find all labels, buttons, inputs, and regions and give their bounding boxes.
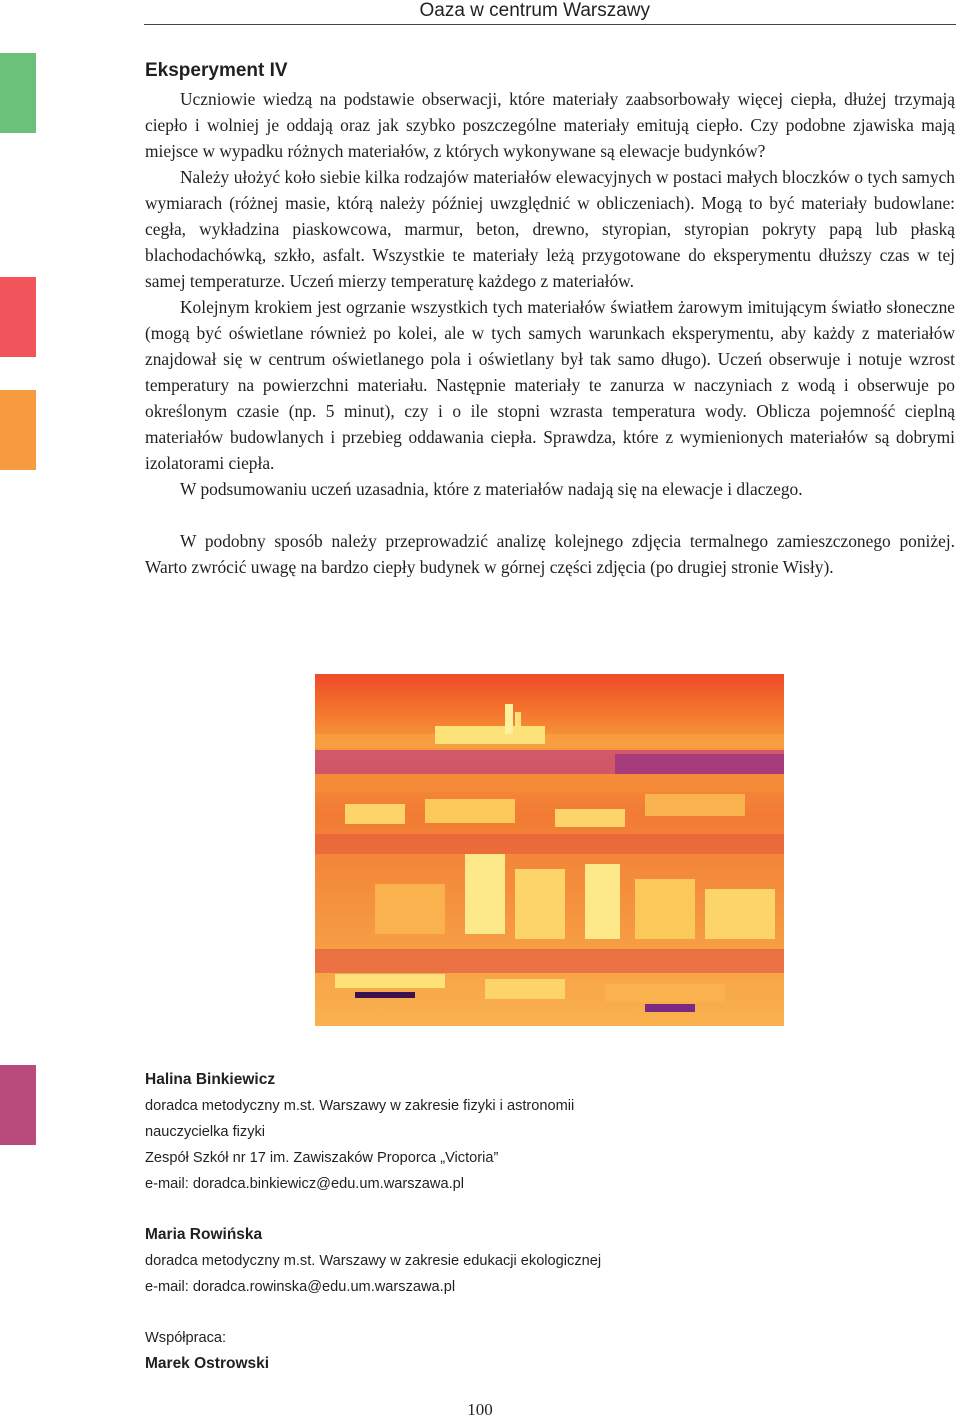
paragraph-summary: W podsumowaniu uczeń uzasadnia, które z materiałów nadają się na elewacje i dlaczego. [180, 479, 803, 499]
body-text [145, 86, 955, 580]
cooperation-label: Współpraca: [145, 1330, 227, 1346]
paragraph-materials: Należy ułożyć koło siebie kilka rodzajów materiałów elewacyjnych w postaci małych bloczków o tych samych wymiarach (różnej masie, którą należy później uwzględnić w obliczeniach). Mogą to być materiały budowlane: cegła, wykładzina piaskowcowa, marmur, beton, drewno, styropian, styropian pokryty papą lub płaską blachodachówką, szkło, asfalt. Wszystkie te materiały leżą przygotowane do eksperymentu dłuższy czas w tej samej temperaturze. Uczeń mierzy temperaturę każdego z materiałów. [145, 167, 955, 291]
cooperation-block [145, 1325, 269, 1377]
cooperation-name: Marek Ostrowski [145, 1355, 270, 1372]
section-title: Eksperyment IV [145, 60, 288, 81]
thermal-photo-drawing [315, 674, 784, 1026]
author-name: Maria Rowińska [145, 1226, 263, 1243]
color-tab-green [0, 53, 36, 133]
running-header: Oaza w centrum Warszawy [419, 0, 650, 21]
author-email: e-mail: doradca.rowinska@edu.um.warszawa.pl [145, 1279, 456, 1295]
author-email: e-mail: doradca.binkiewicz@edu.um.warszawa.pl [145, 1176, 464, 1192]
paragraph-heating: Kolejnym krokiem jest ogrzanie wszystkich tych materiałów światłem żarowym imitującym światło słoneczne (mogą być oświetlane również po kolei, ale w tych samych warunkach eksperymentu, aby każdy z materiałów znajdował się w centrum oświetlanego pola i oświetlany był tak samo długo). Uczeń obserwuje i notuje wzrost temperatury na powierzchni materiału. Następnie materiały te zanurza w naczyniach z wodą i obserwuje po określonym czasie (np. 5 minut), czy i o ile stopni wzrasta temperatura wody. Oblicza pojemność cieplną materiałów budowlanych i przebieg oddawania ciepła. Sprawdza, które z wymienionych materiałów są dobrymi izolatorami ciepła. [145, 297, 955, 473]
author-block-binkiewicz [145, 1067, 574, 1197]
author-role: doradca metodyczny m.st. Warszawy w zakresie fizyki i astronomii [145, 1098, 575, 1114]
author-school: Zespół Szkół nr 17 im. Zawiszaków Proporca „Victoria” [145, 1150, 499, 1166]
thermal-photo [315, 674, 784, 1026]
color-tab-red [0, 277, 36, 357]
color-tab-magenta [0, 1065, 36, 1145]
paragraph-intro: Uczniowie wiedzą na podstawie obserwacji, które materiały zaabsorbowały więcej ciepła, dłużej trzymają ciepło i wolniej je oddają oraz jak szybko poszczególne materiały emitują ciepło. Czy podobne zjawiska mają miejsce w wypadku różnych materiałów, z których wykonywane są elewacje budynków? [145, 89, 955, 161]
author-role: doradca metodyczny m.st. Warszawy w zakresie edukacji ekologicznej [145, 1253, 602, 1269]
color-tab-orange [0, 390, 36, 470]
paragraph-thermal-photo: W podobny sposób należy przeprowadzić analizę kolejnego zdjęcia termalnego zamieszczonego poniżej. Warto zwrócić uwagę na bardzo ciepły budynek w górnej części zdjęcia (po drugiej stronie Wisły). [145, 531, 955, 577]
page-number: 100 [467, 1400, 493, 1419]
header-rule [144, 24, 956, 25]
author-position: nauczycielka fizyki [145, 1124, 266, 1140]
author-name: Halina Binkiewicz [145, 1071, 276, 1088]
author-block-rowinska [145, 1222, 601, 1300]
